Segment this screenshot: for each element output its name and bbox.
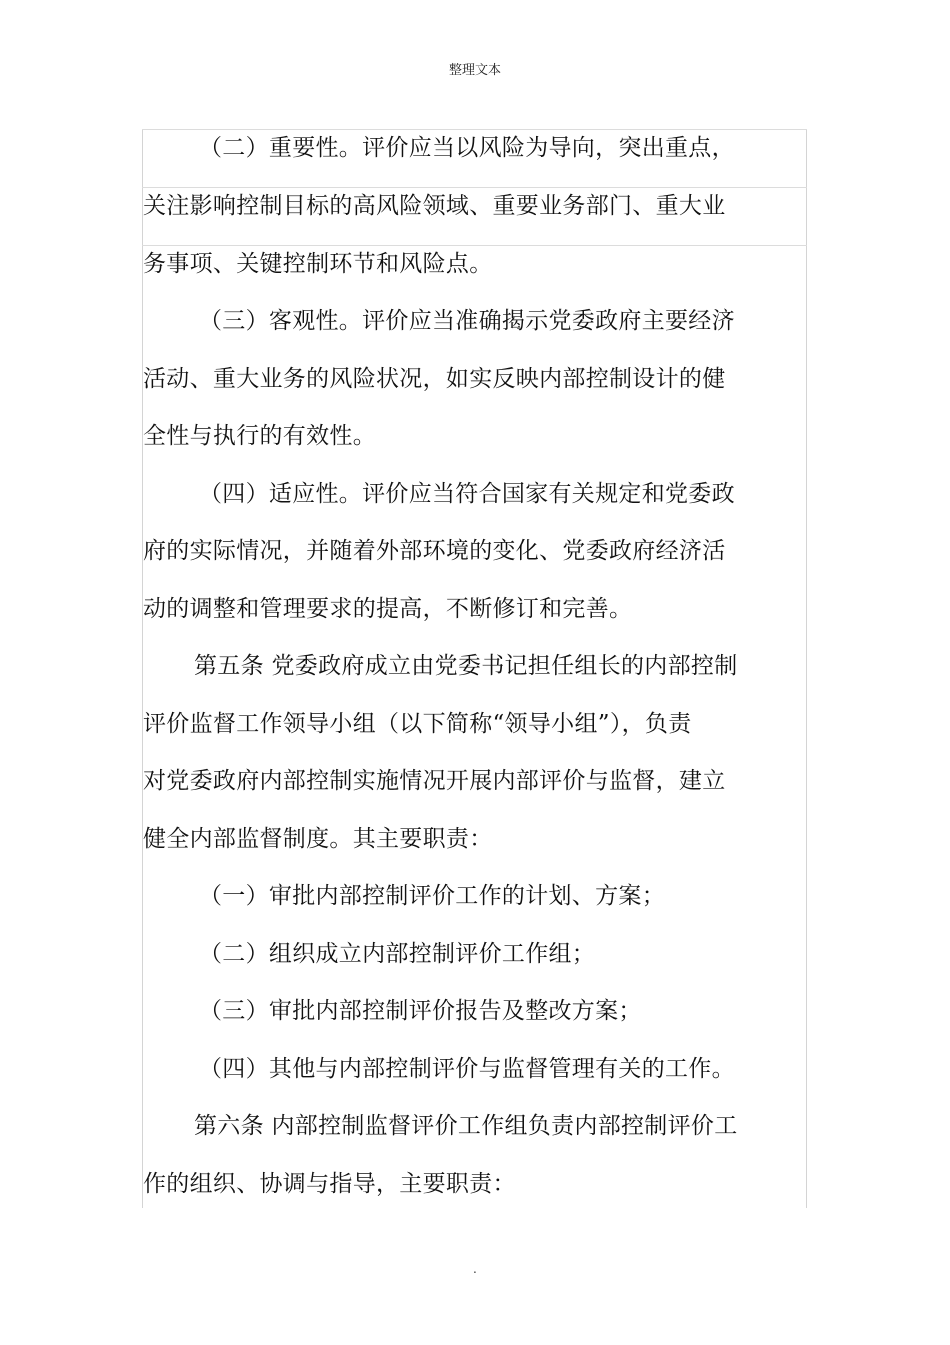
paragraph-line: 评价监督工作领导小组（以下简称“领导小组”），负责 bbox=[143, 711, 692, 737]
article-heading-line: 第五条 党委政府成立由党委书记担任组长的内部控制 bbox=[194, 653, 738, 679]
paragraph-line: 府的实际情况，并随着外部环境的变化、党委政府经济活 bbox=[143, 538, 726, 564]
article-heading-line: 第六条 内部控制监督评价工作组负责内部控制评价工 bbox=[194, 1113, 738, 1139]
row-divider bbox=[142, 187, 807, 188]
paragraph-line: 活动、重大业务的风险状况，如实反映内部控制设计的健 bbox=[143, 366, 726, 392]
paragraph-line: 对党委政府内部控制实施情况开展内部评价与监督，建立 bbox=[143, 768, 726, 794]
paragraph-line: （三）客观性。评价应当准确揭示党委政府主要经济 bbox=[199, 308, 735, 334]
paragraph-line: （四）适应性。评价应当符合国家有关规定和党委政 bbox=[199, 481, 735, 507]
paragraph-line: 健全内部监督制度。其主要职责： bbox=[143, 826, 493, 852]
row-divider bbox=[142, 129, 807, 130]
list-item: （三）审批内部控制评价报告及整改方案； bbox=[199, 998, 642, 1024]
paragraph-line: 全性与执行的有效性。 bbox=[143, 423, 376, 449]
left-border bbox=[142, 129, 143, 1208]
paragraph-line: 动的调整和管理要求的提高，不断修订和完善。 bbox=[143, 596, 633, 622]
list-item: （一）审批内部控制评价工作的计划、方案； bbox=[199, 883, 665, 909]
row-divider bbox=[142, 245, 807, 246]
page-footer-mark: . bbox=[473, 1262, 477, 1276]
list-item: （二）组织成立内部控制评价工作组； bbox=[199, 941, 596, 967]
paragraph-line: 作的组织、协调与指导，主要职责： bbox=[143, 1171, 516, 1197]
page-header: 整理文本 bbox=[448, 63, 501, 78]
paragraph-line: 务事项、关键控制环节和风险点。 bbox=[143, 251, 493, 277]
paragraph-line: 关注影响控制目标的高风险领域、重要业务部门、重大业 bbox=[143, 193, 726, 219]
right-border bbox=[806, 129, 807, 1208]
list-item: （四）其他与内部控制评价与监督管理有关的工作。 bbox=[199, 1056, 735, 1082]
paragraph-line: （二）重要性。评价应当以风险为导向，突出重点， bbox=[199, 135, 735, 161]
